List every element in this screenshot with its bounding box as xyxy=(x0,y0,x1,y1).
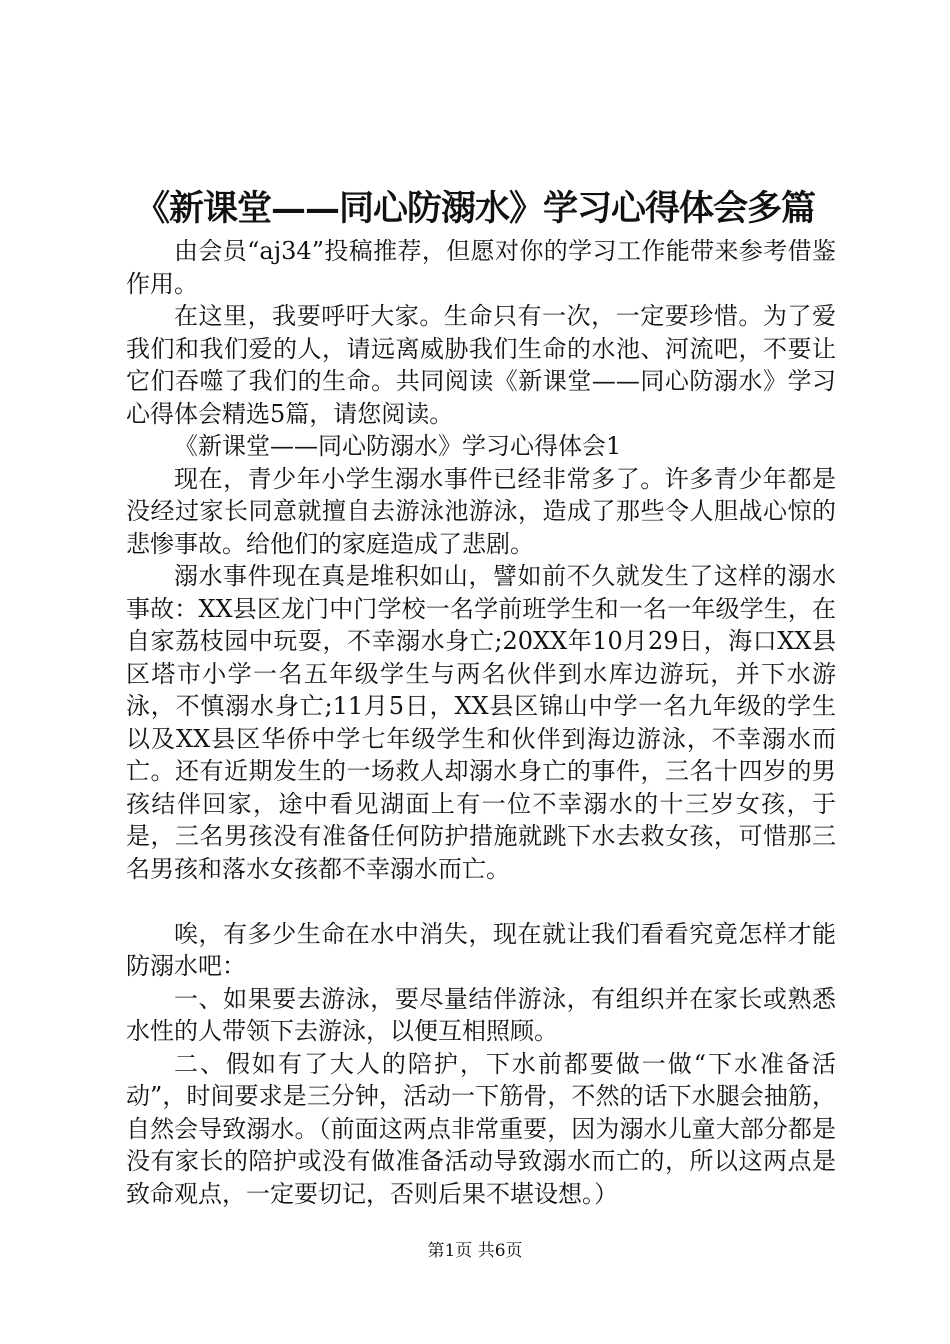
paragraph-incidents-detail: 溺水事件现在真是堆积如山，譬如前不久就发生了这样的溺水事故：XX县区龙门中门学校一名学前班学生和一名一年级学生，在自家荔枝园中玩耍，不幸溺水身亡;20XX年10月29日，海口XX县区塔市小学一名五年级学生与两名伙伴到水库边游玩，并下水游泳，不慎溺水身亡;11月5日，XX县区锦山中学一名九年级的学生以及XX县区华侨中学七年级学生和伙伴到海边游泳，不幸溺水而亡。还有近期发生的一场救人却溺水身亡的事件，三名十四岁的男孩结伴回家，途中看见湖面上有一位不幸溺水的十三岁女孩，于是，三名男孩没有准备任何防护措施就跳下水去救女孩，可惜那三名男孩和落水女孩都不幸溺水而亡。 xyxy=(126,562,836,883)
paragraph-incidents-overview: 现在，青少年小学生溺水事件已经非常多了。许多青少年都是没经过家长同意就擅自去游泳池游泳，造成了那些令人胆战心惊的悲惨事故。给他们的家庭造成了悲剧。 xyxy=(126,464,836,558)
paragraph-tip-one: 一、如果要去游泳，要尽量结伴游泳，有组织并在家长或熟悉水性的人带领下去游泳，以便互相照顾。 xyxy=(126,984,836,1045)
document-title: 《新课堂——同心防溺水》学习心得体会多篇 xyxy=(134,188,815,229)
paragraph-how-to-prevent: 唉，有多少生命在水中消失，现在就让我们看看究竟怎样才能防溺水吧： xyxy=(126,919,836,980)
document-body xyxy=(126,235,836,1210)
section-heading: 《新课堂——同心防溺水》学习心得体会1 xyxy=(174,432,622,460)
paragraph-intro: 由会员“aj34”投稿推荐，但愿对你的学习工作能带来参考借鉴作用。 xyxy=(126,237,836,298)
paragraph-tip-two: 二、假如有了大人的陪护，下水前都要做一做“下水准备活动”，时间要求是三分钟，活动一下筋骨，不然的话下水腿会抽筋，自然会导致溺水。（前面这两点非常重要，因为溺水儿童大部分都是没有家长的陪护或没有做准备活动导致溺水而亡的，所以这两点是致命观点，一定要切记，否则后果不堪设想。） xyxy=(126,1049,836,1208)
paragraph-appeal: 在这里，我要呼吁大家。生命只有一次，一定要珍惜。为了爱我们和我们爱的人，请远离威胁我们生命的水池、河流吧，不要让它们吞噬了我们的生命。共同阅读《新课堂——同心防溺水》学习心得体会精选5篇，请您阅读。 xyxy=(126,302,836,428)
page-number-footer: 第1页 共6页 xyxy=(427,1241,523,1261)
